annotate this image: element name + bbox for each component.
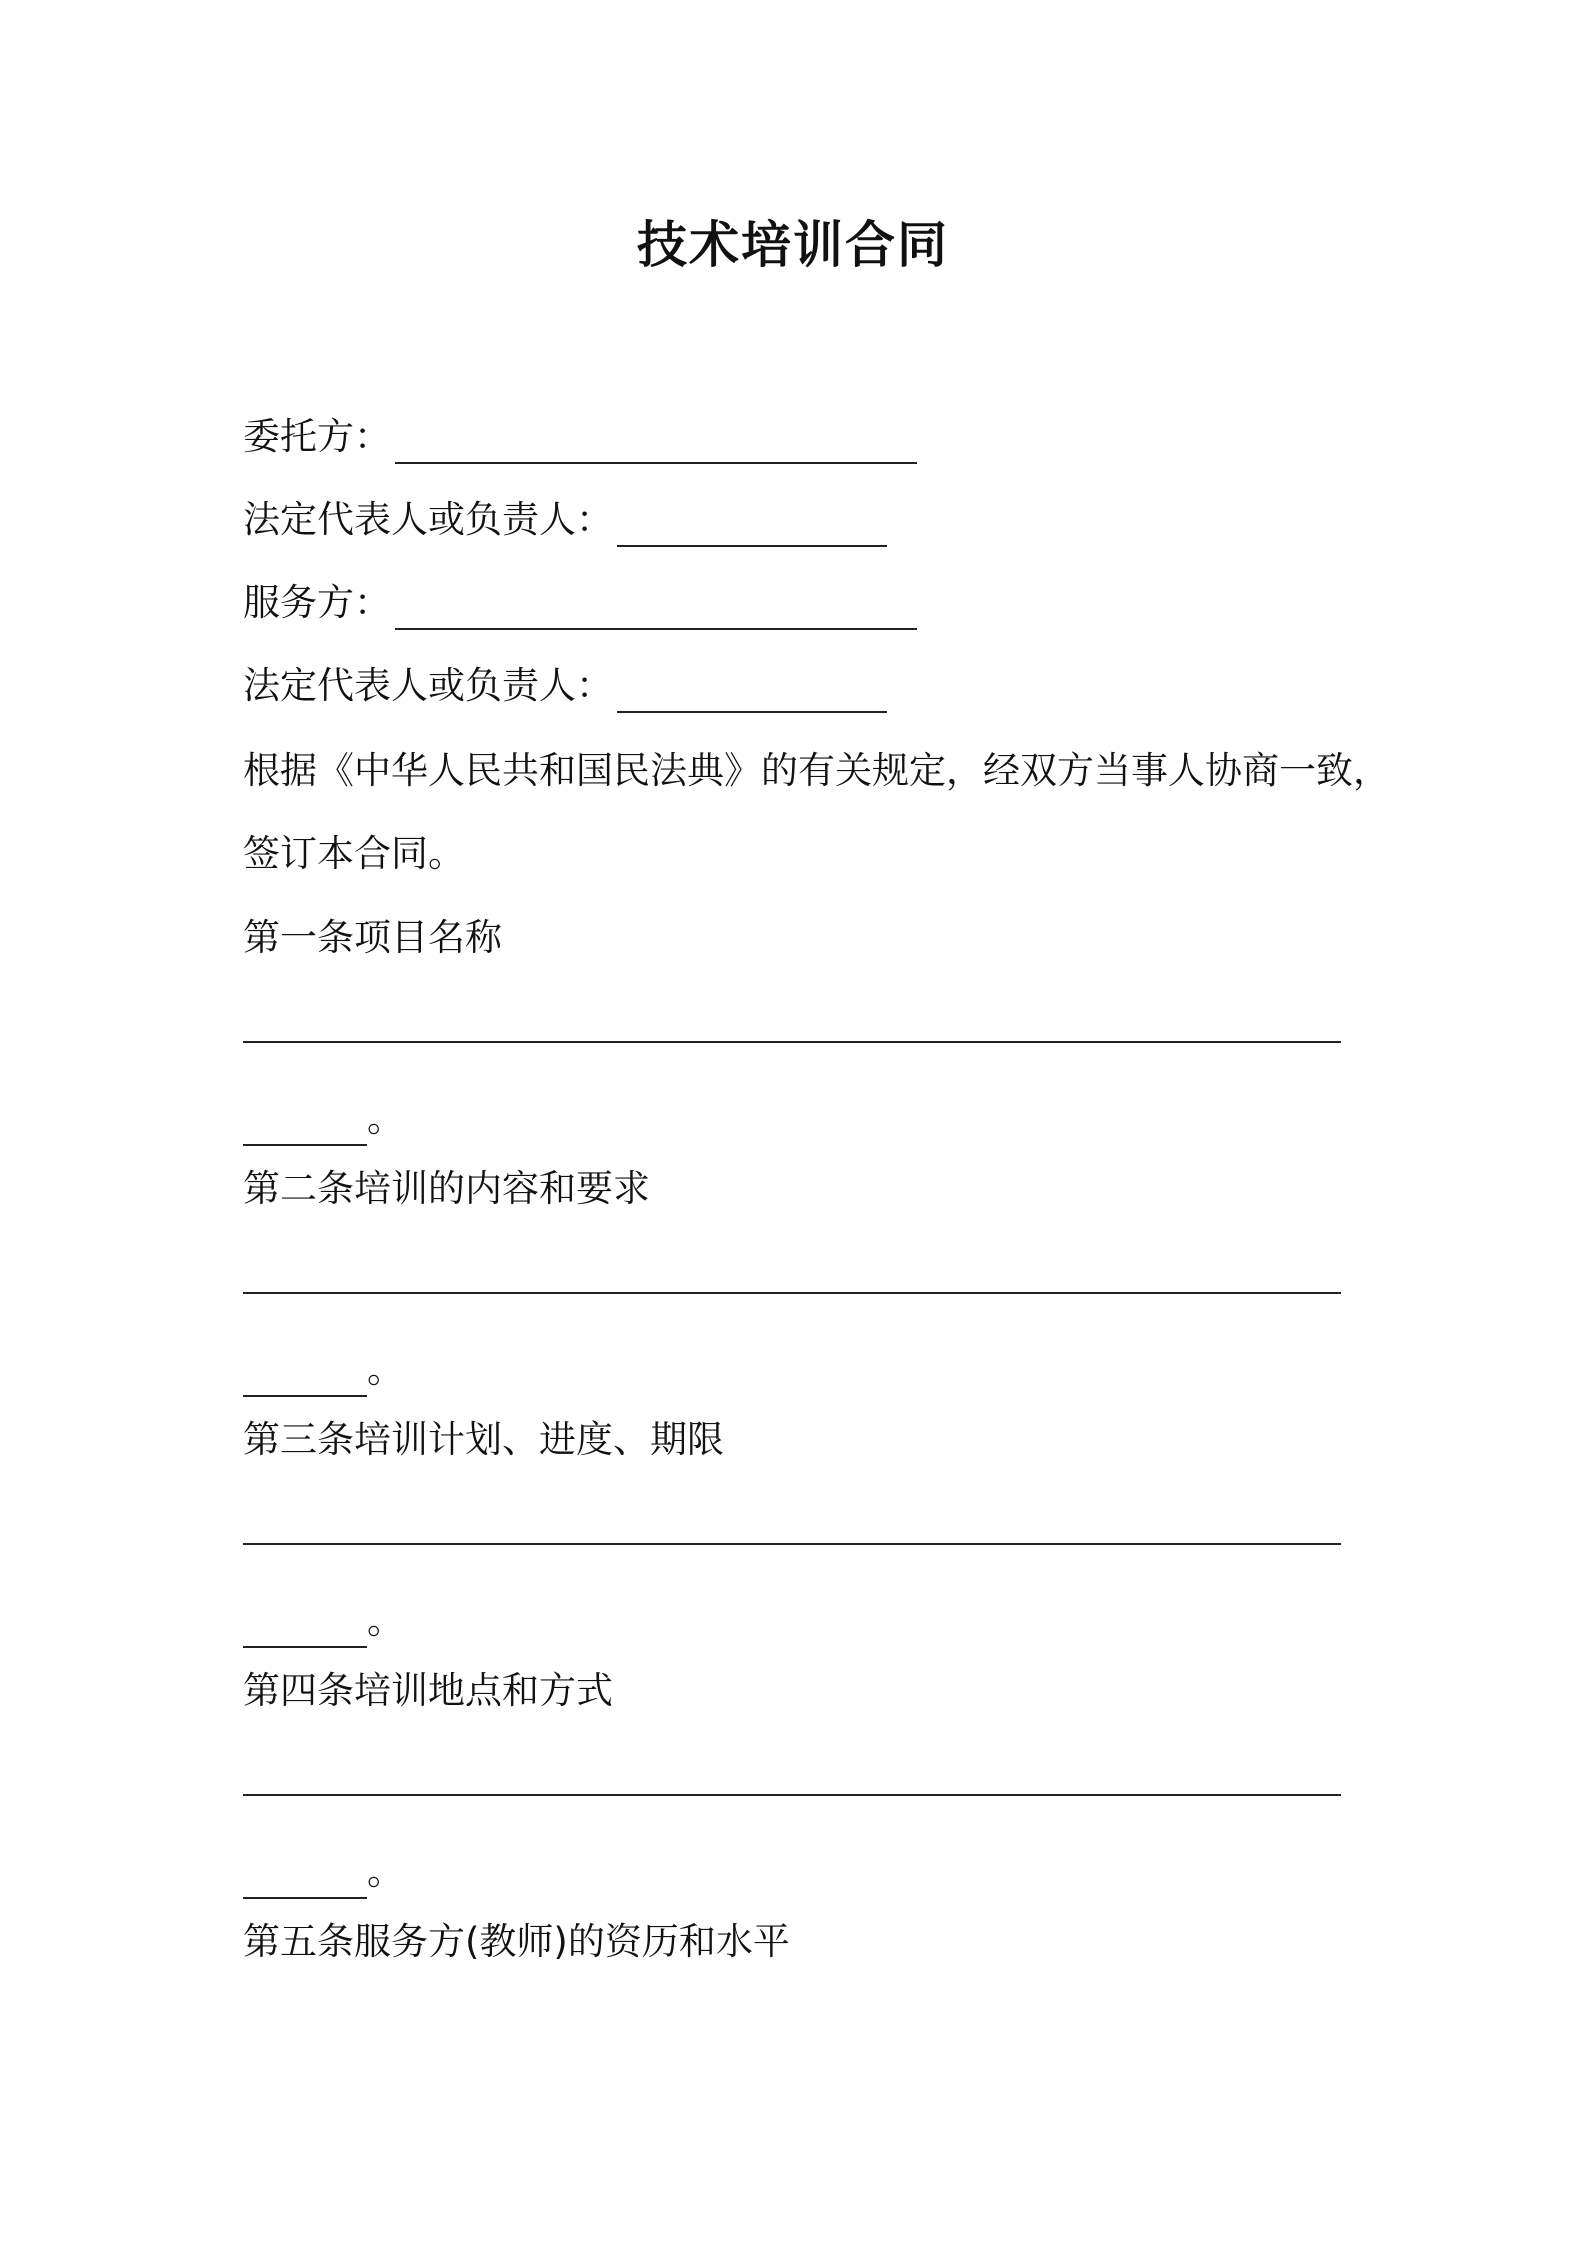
article-4-tail-blank[interactable] [243,1859,367,1899]
article-3-fill-line[interactable] [243,1543,1341,1545]
article-1-period: 。 [367,1097,404,1140]
article-4-fill-line[interactable] [243,1794,1341,1796]
article-2-tail [243,1343,404,1397]
preamble-line-1: 根据《中华人民共和国民法典》的有关规定，经双方当事人协商一致， [243,749,1390,792]
article-3-period: 。 [367,1599,404,1642]
article-2-tail-blank[interactable] [243,1357,367,1397]
client-rep-line [243,493,887,547]
article-2-heading: 第二条培训的内容和要求 [243,1167,650,1210]
article-1-heading: 第一条项目名称 [243,916,502,959]
provider-line [243,576,917,630]
provider-rep-label: 法定代表人或负责人： [243,664,613,707]
client-rep-label: 法定代表人或负责人： [243,498,613,541]
client-blank[interactable] [395,424,917,464]
client-line [243,410,917,464]
article-3-tail-blank[interactable] [243,1608,367,1648]
provider-blank[interactable] [395,590,917,630]
article-1-tail-blank[interactable] [243,1106,367,1146]
article-1-fill-line[interactable] [243,1041,1341,1043]
provider-label: 服务方： [243,581,391,624]
client-label: 委托方： [243,415,391,458]
article-3-tail [243,1594,404,1648]
article-4-period: 。 [367,1850,404,1893]
article-4-tail [243,1845,404,1899]
preamble-line-2: 签订本合同。 [243,832,465,875]
article-1-tail [243,1092,404,1146]
article-5-heading: 第五条服务方(教师)的资历和水平 [243,1920,790,1963]
article-2-period: 。 [367,1348,404,1391]
client-rep-blank[interactable] [617,507,887,547]
provider-rep-blank[interactable] [617,673,887,713]
article-4-heading: 第四条培训地点和方式 [243,1669,613,1712]
provider-rep-line [243,659,887,713]
article-3-heading: 第三条培训计划、进度、期限 [243,1418,724,1461]
document-title: 技术培训合同 [637,216,949,274]
article-2-fill-line[interactable] [243,1292,1341,1294]
